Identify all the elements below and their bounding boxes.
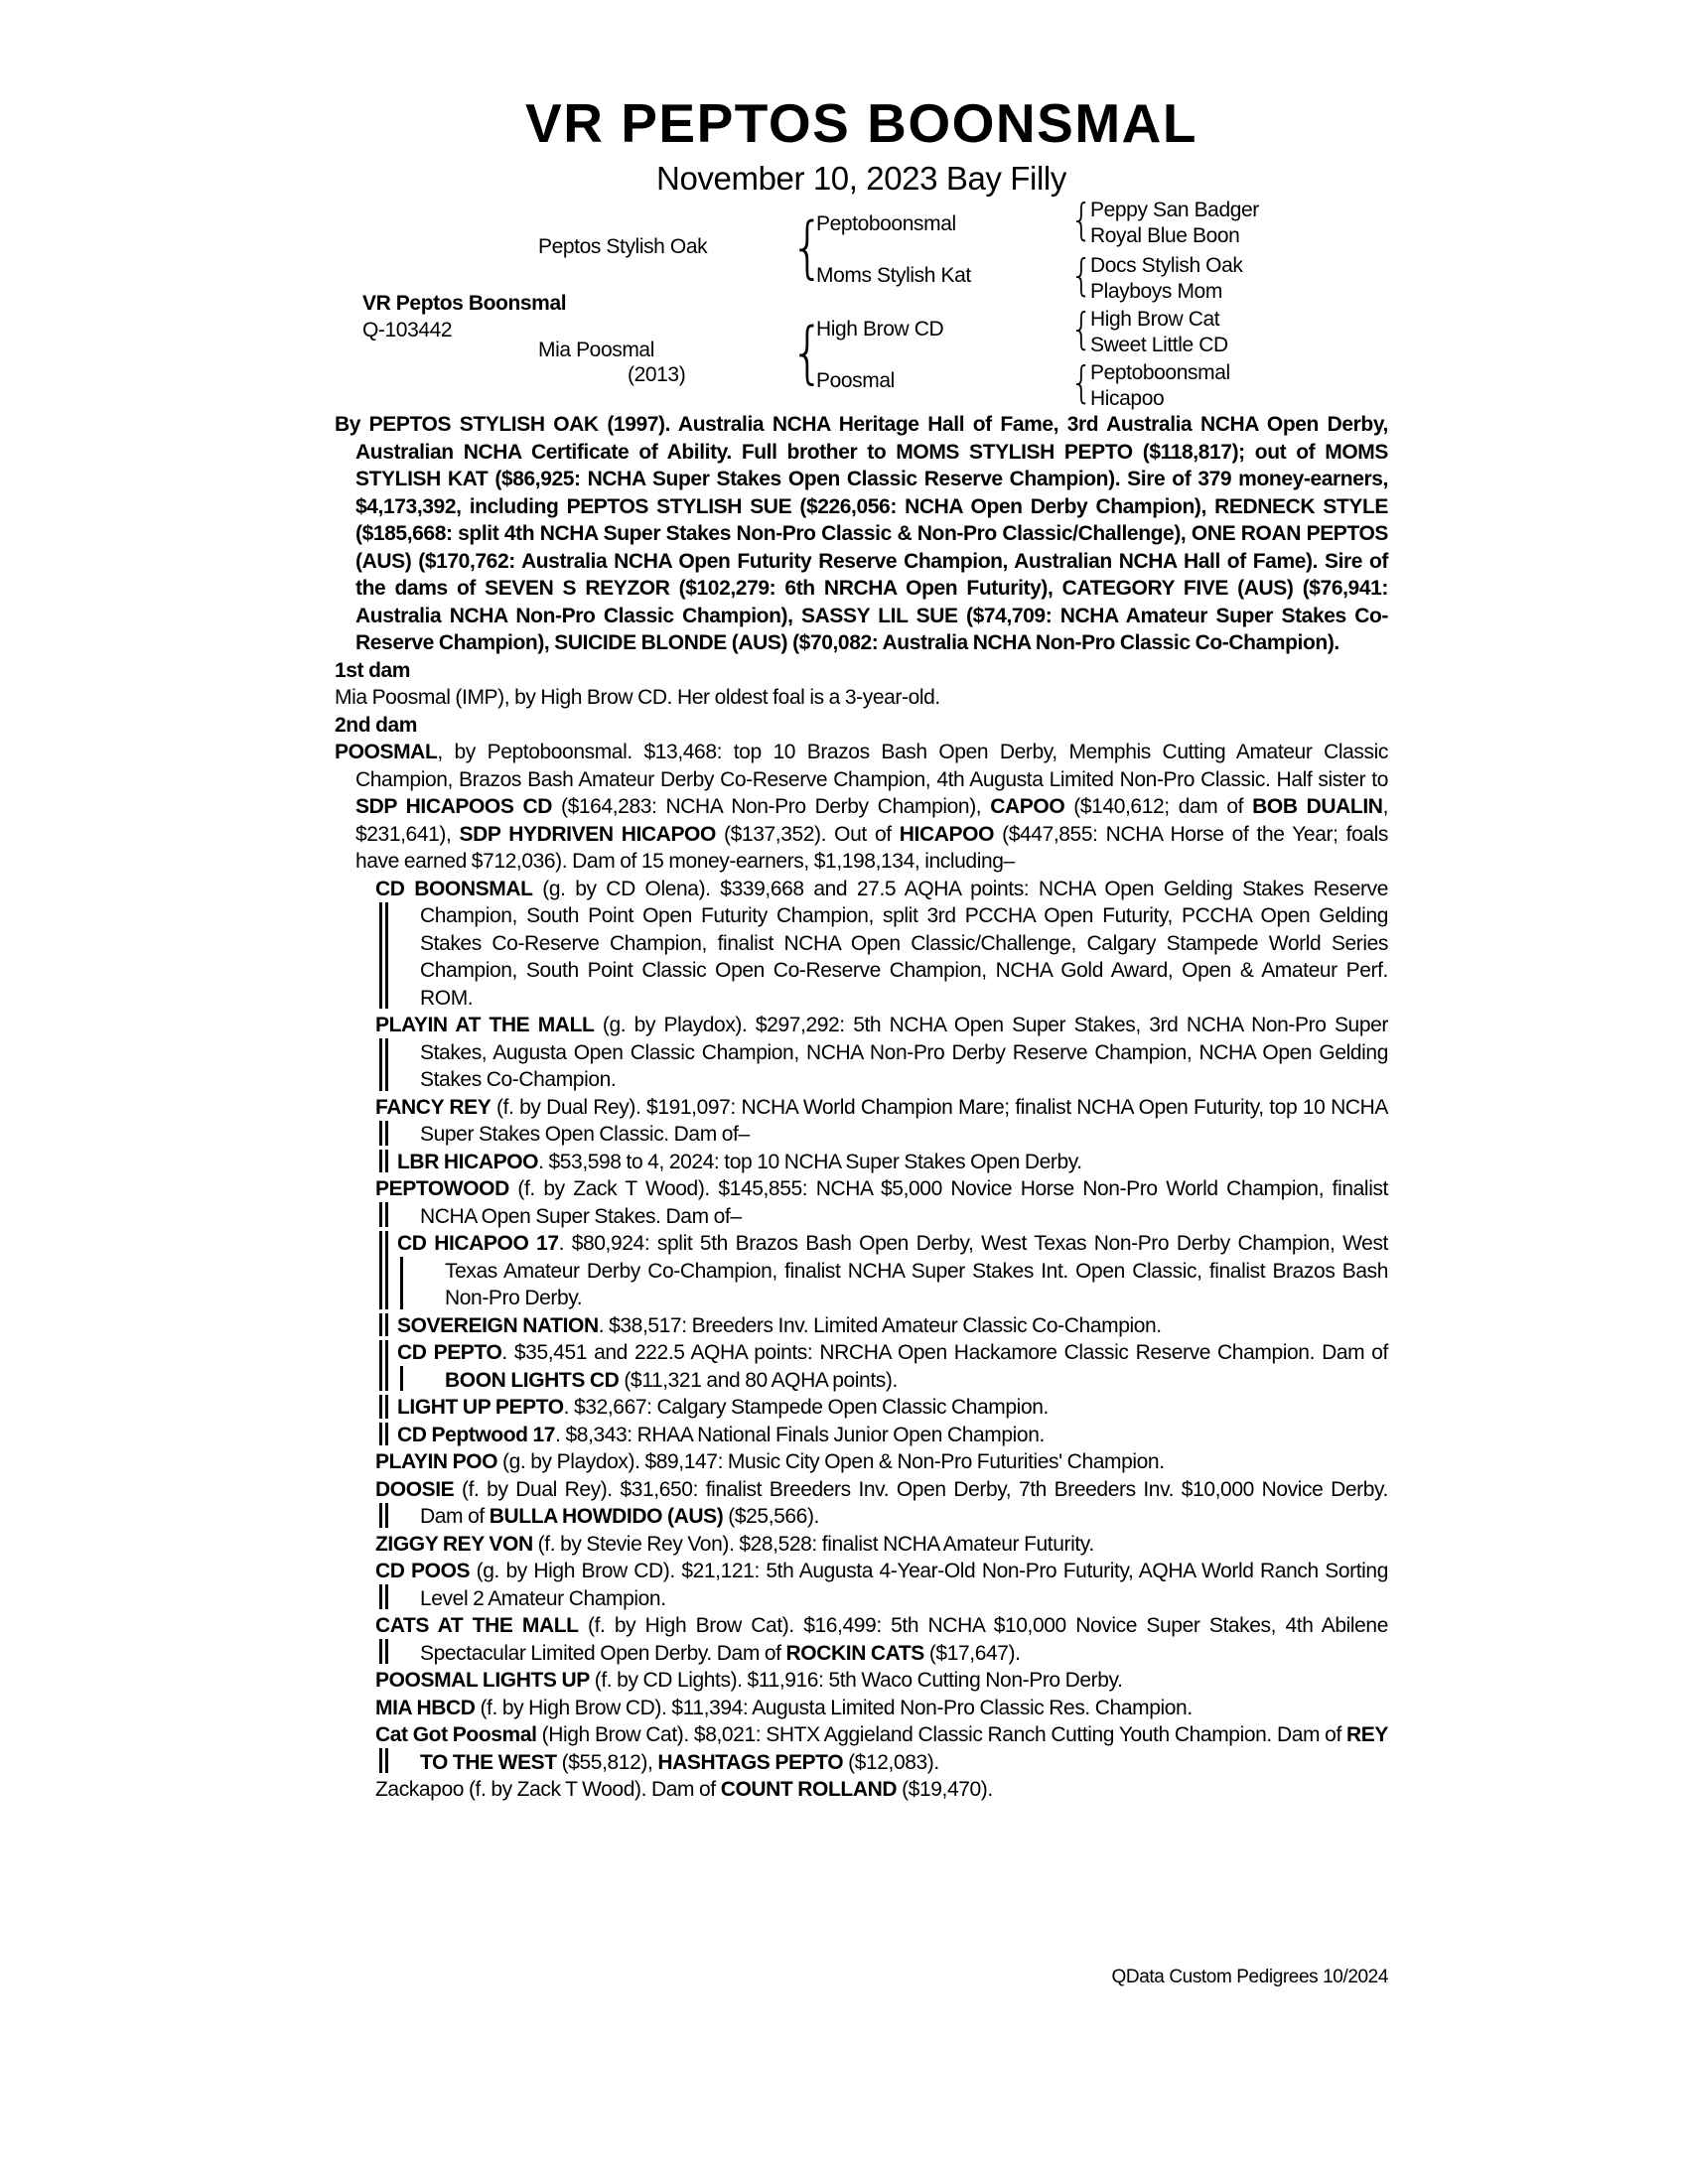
record-text: (f. by Zack T Wood). $145,855: NCHA $5,000 Novice Horse Non-Pro World Champion, finalist NCHA Open Super Stakes. Dam of–	[420, 1177, 1388, 1228]
horse-name-bold: CATS AT THE MALL	[375, 1614, 579, 1637]
horse-name-bold: REY TO THE WEST	[420, 1723, 1388, 1774]
record-fancy-rey	[335, 1094, 1388, 1149]
record-text: . $35,451 and 222.5 AQHA points: NRCHA Open Hackamore Classic Reserve Champion. Dam of	[501, 1341, 1388, 1364]
continuation-bar	[379, 1584, 382, 1609]
record-text: . $8,343: RHAA National Finals Junior Open Champion.	[555, 1423, 1045, 1446]
continuation-bar	[400, 1366, 403, 1391]
record-text: ($137,352). Out of	[715, 822, 900, 846]
horse-name-bold: BOON LIGHTS CD	[445, 1368, 620, 1392]
record-poosmal-lights-up	[335, 1667, 1388, 1695]
ancestor-gen3: Sweet Little CD	[1090, 334, 1228, 356]
sire-summary-paragraph	[335, 411, 1388, 657]
subject-registration-number: Q-103442	[362, 319, 453, 341]
record-text: , by Peptoboonsmal. $13,468: top 10 Brazos Bash Open Derby, Memphis Cutting Amateur Classic Champion, Brazos Bash Amateur Derby Co-Reserve Champion, 4th Augusta Limited Non-Pro Classic. Half sister to	[355, 741, 1388, 791]
continuation-bar	[385, 1503, 388, 1528]
continuation-bar	[379, 902, 382, 1010]
pedigree-brace: {	[1070, 195, 1093, 245]
record-cats-at-the-mall	[335, 1612, 1388, 1667]
continuation-bar	[379, 1423, 382, 1446]
continuation-bar	[385, 1313, 388, 1337]
horse-name-bold: CD BOONSMAL	[375, 877, 533, 900]
horse-name-bold: SOVEREIGN NATION	[397, 1313, 599, 1337]
pedigree-brace: {	[1070, 304, 1093, 354]
continuation-bar	[379, 1202, 382, 1227]
subject-name: VR Peptos Boonsmal	[362, 292, 567, 315]
continuation-bar	[379, 1313, 382, 1337]
ancestor-sire: Peptos Stylish Oak	[538, 235, 708, 258]
continuation-bar	[385, 1395, 388, 1419]
page-title: VR PEPTOS BOONSMAL	[525, 92, 1197, 154]
record-text: ($19,470).	[897, 1778, 993, 1801]
horse-name-bold: By PEPTOS STYLISH OAK (1997). Australia NCHA Heritage Hall of Fame, 3rd Australia NCHA Open Derby, Australian NCHA Certificate of Ability. Full brother to MOMS STYLISH PEPTO ($118,817); out of MOMS STYLISH KAT ($86,925: NCHA Super Stakes Open Classic Reserve Champion). Sire of 379 money-earners, $4,173,392, including PEPTOS STYLISH SUE ($226,056: NCHA Open Derby Champion), REDNECK STYLE ($185,668: split 4th NCHA Super Stakes Non-Pro Classic & Non-Pro Classic/Challenge), ONE ROAN PEPTOS (AUS) ($170,762: Australia NCHA Open Futurity Reserve Champion, Australian NCHA Hall of Fame). Sire of the dams of SEVEN S REYZOR ($102,279: 6th NRCHA Open Futurity), CATEGORY FIVE (AUS) ($76,941: Australia NCHA Non-Pro Classic Champion), SASSY LIL SUE ($74,709: NCHA Amateur Super Stakes Co-Reserve Champion), SUICIDE BLONDE (AUS) ($70,082: Australia NCHA Non-Pro Classic Co-Champion).	[335, 413, 1388, 654]
record-text: (f. by High Brow CD). $11,394: Augusta Limited Non-Pro Classic Res. Champion.	[475, 1696, 1193, 1719]
horse-name-bold: PLAYIN AT THE MALL	[375, 1014, 595, 1036]
continuation-bar	[385, 1748, 388, 1773]
record-text: (g. by High Brow CD). $21,121: 5th Augusta 4-Year-Old Non-Pro Futurity, AQHA World Ranch Sorting Level 2 Amateur Champion.	[420, 1560, 1388, 1610]
horse-name-bold: FANCY REY	[375, 1095, 492, 1119]
record-cd-boonsmal	[335, 876, 1388, 1013]
record-cd-pepto	[335, 1339, 1388, 1394]
continuation-bar	[385, 1038, 388, 1091]
record-peptowood	[335, 1175, 1388, 1230]
record-doosie	[335, 1476, 1388, 1531]
record-sovereign-nation	[335, 1312, 1388, 1340]
horse-name-bold: ROCKIN CATS	[785, 1641, 924, 1665]
record-text: ($55,812),	[556, 1750, 658, 1774]
record-text: (g. by Playdox). $297,292: 5th NCHA Open Super Stakes, 3rd NCHA Non-Pro Super Stakes, Augusta Open Classic Champion, NCHA Non-Pro Derby Reserve Champion, NCHA Open Gelding Stakes Co-Champion.	[420, 1014, 1388, 1091]
continuation-bar	[385, 1340, 388, 1391]
continuation-bar	[379, 1340, 382, 1391]
record-text: Mia Poosmal (IMP), by High Brow CD. Her oldest foal is a 3-year-old.	[335, 686, 940, 709]
horse-name-bold: SDP HICAPOOS CD	[355, 795, 552, 818]
pedigree-brace: {	[1070, 357, 1093, 408]
record-text: (g. by CD Olena). $339,668 and 27.5 AQHA points: NCHA Open Gelding Stakes Reserve Champion, South Point Open Futurity Champion, split 3rd PCCHA Open Futurity, PCCHA Open Gelding Stakes Co-Reserve Champion, finalist NCHA Open Classic/Challenge, Calgary Stampede World Series Champion, South Point Classic Open Co-Reserve Champion, NCHA Gold Award, Open & Amateur Perf. ROM.	[420, 877, 1389, 1010]
continuation-bar	[379, 1231, 382, 1309]
record-poosmal	[335, 739, 1388, 876]
record-text: . $32,667: Calgary Stampede Open Classic Champion.	[563, 1396, 1049, 1419]
record-text: ($140,612; dam of	[1064, 795, 1253, 818]
record-text: , $231,641),	[355, 795, 1388, 846]
continuation-bar	[379, 1395, 382, 1419]
pedigree-brace: {	[1070, 250, 1093, 301]
horse-name-bold: LIGHT UP PEPTO	[397, 1396, 564, 1419]
continuation-bar	[385, 902, 388, 1010]
horse-name-bold: POOSMAL	[335, 741, 438, 763]
horse-name-bold: CD POOS	[375, 1560, 471, 1582]
continuation-bar	[379, 1639, 382, 1664]
ancestor-gen2: Peptoboonsmal	[816, 212, 956, 235]
record-text: (High Brow Cat). $8,021: SHTX Aggieland Classic Ranch Cutting Youth Champion. Dam of	[536, 1723, 1347, 1746]
horse-name-bold: CD Peptwood 17	[397, 1423, 556, 1446]
ancestor-gen2: Moms Stylish Kat	[816, 264, 971, 287]
continuation-bar	[385, 1231, 388, 1309]
horse-name-bold: CAPOO	[990, 795, 1065, 818]
record-cd-hicapoo-17	[335, 1230, 1388, 1312]
horse-name-bold: CD PEPTO	[397, 1341, 502, 1364]
record-ziggy-rey-von	[335, 1531, 1388, 1559]
record-mia-poosmal	[335, 684, 1388, 712]
ancestor-gen3: Peptoboonsmal	[1090, 361, 1230, 384]
record-playin-poo	[335, 1448, 1388, 1476]
record-text: Zackapoo (f. by Zack T Wood). Dam of	[375, 1778, 721, 1801]
ancestor-dam: Mia Poosmal	[538, 339, 654, 361]
ancestor-gen3: Docs Stylish Oak	[1090, 254, 1243, 277]
horse-name-bold: HICAPOO	[899, 822, 995, 846]
horse-name-bold: Cat Got Poosmal	[375, 1723, 537, 1746]
continuation-bar	[379, 1503, 382, 1528]
ancestor-gen3: Playboys Mom	[1090, 280, 1222, 303]
pedigree-brace: {	[790, 208, 825, 287]
record-cd-poos	[335, 1558, 1388, 1612]
continuation-bar	[385, 1150, 388, 1173]
record-text: (f. by High Brow Cat). $16,499: 5th NCHA $10,000 Novice Super Stakes, 4th Abilene Spectacular Limited Open Derby. Dam of	[420, 1614, 1388, 1665]
record-text: ($25,566).	[723, 1505, 819, 1528]
continuation-bar	[385, 1584, 388, 1609]
horse-name-bold: LBR HICAPOO	[397, 1150, 539, 1173]
horse-name-bold: 2nd dam	[335, 713, 418, 737]
horse-name-bold: COUNT ROLLAND	[720, 1778, 898, 1801]
record-cd-peptwood-17	[335, 1422, 1388, 1449]
record-text: . $80,924: split 5th Brazos Bash Open Derby, West Texas Non-Pro Derby Champion, West Texas Amateur Derby Co-Champion, finalist NCHA Super Stakes Int. Open Classic, finalist Brazos Bash Non-Pro Derby.	[445, 1232, 1388, 1309]
horse-name-bold: MIA HBCD	[375, 1696, 476, 1719]
record-text: . $38,517: Breeders Inv. Limited Amateur Classic Co-Champion.	[598, 1313, 1162, 1337]
record-cat-got-poosmal	[335, 1721, 1388, 1776]
record-text: (f. by Stevie Rey Von). $28,528: finalist NCHA Amateur Futurity.	[532, 1532, 1094, 1556]
continuation-bar	[379, 1121, 382, 1146]
pedigree-text-body	[335, 411, 1388, 1804]
continuation-bar	[379, 1748, 382, 1773]
continuation-bar	[379, 1038, 382, 1091]
ancestor-dam-year: (2013)	[628, 363, 686, 386]
ancestor-gen3: Peppy San Badger	[1090, 199, 1259, 221]
horse-name-bold: BOB DUALIN	[1252, 795, 1383, 818]
record-text: ($164,283: NCHA Non-Pro Derby Champion),	[552, 795, 991, 818]
horse-name-bold: BULLA HOWDIDO (AUS)	[489, 1505, 724, 1528]
ancestor-gen2: High Brow CD	[816, 318, 944, 341]
record-text: ($447,855: NCHA Horse of the Year; foals have earned $712,036). Dam of 15 money-earners, $1,198,134, including–	[355, 822, 1388, 873]
continuation-bar	[385, 1121, 388, 1146]
record-text: ($12,083).	[843, 1750, 939, 1774]
record-text: (f. by Dual Rey). $31,650: finalist Breeders Inv. Open Derby, 7th Breeders Inv. $10,000 Novice Derby. Dam of	[420, 1477, 1388, 1528]
horse-name-bold: ZIGGY REY VON	[375, 1532, 533, 1556]
horse-name-bold: SDP HYDRIVEN HICAPOO	[459, 822, 716, 846]
heading-1st-dam	[335, 657, 1388, 685]
continuation-bar	[400, 1257, 403, 1309]
record-text: (f. by Dual Rey). $191,097: NCHA World Champion Mare; finalist NCHA Open Futurity, top 10 NCHA Super Stakes Open Classic. Dam of–	[420, 1095, 1388, 1146]
horse-name-bold: HASHTAGS PEPTO	[657, 1750, 844, 1774]
record-text: ($17,647).	[923, 1641, 1021, 1665]
horse-name-bold: POOSMAL LIGHTS UP	[375, 1669, 590, 1692]
ancestor-gen3: High Brow Cat	[1090, 308, 1220, 331]
horse-name-bold: DOOSIE	[375, 1477, 455, 1501]
ancestor-gen2: Poosmal	[816, 369, 895, 392]
horse-name-bold: CD HICAPOO 17	[397, 1232, 559, 1255]
horse-name-bold: 1st dam	[335, 658, 411, 682]
pedigree-brace: {	[790, 314, 825, 392]
record-mia-hbcd	[335, 1695, 1388, 1722]
footer-credit: QData Custom Pedigrees 10/2024	[1111, 1967, 1388, 1987]
foaling-info: November 10, 2023 Bay Filly	[656, 160, 1066, 197]
record-zackapoo	[335, 1776, 1388, 1804]
record-text: (g. by Playdox). $89,147: Music City Open & Non-Pro Futurities' Champion.	[497, 1450, 1165, 1473]
horse-name-bold: PLAYIN POO	[375, 1450, 498, 1473]
record-playin-at-the-mall	[335, 1012, 1388, 1094]
ancestor-gen3: Hicapoo	[1090, 387, 1165, 410]
heading-2nd-dam	[335, 712, 1388, 740]
ancestor-gen3: Royal Blue Boon	[1090, 224, 1240, 247]
continuation-bar	[379, 1150, 382, 1173]
record-text: ($11,321 and 80 AQHA points).	[619, 1368, 898, 1392]
continuation-bar	[385, 1202, 388, 1227]
record-lbr-hicapoo	[335, 1149, 1388, 1176]
record-text: (f. by CD Lights). $11,916: 5th Waco Cutting Non-Pro Derby.	[589, 1669, 1123, 1692]
continuation-bar	[385, 1423, 388, 1446]
record-text: . $53,598 to 4, 2024: top 10 NCHA Super Stakes Open Derby.	[538, 1150, 1082, 1173]
record-light-up-pepto	[335, 1394, 1388, 1422]
horse-name-bold: PEPTOWOOD	[375, 1177, 509, 1200]
continuation-bar	[385, 1639, 388, 1664]
